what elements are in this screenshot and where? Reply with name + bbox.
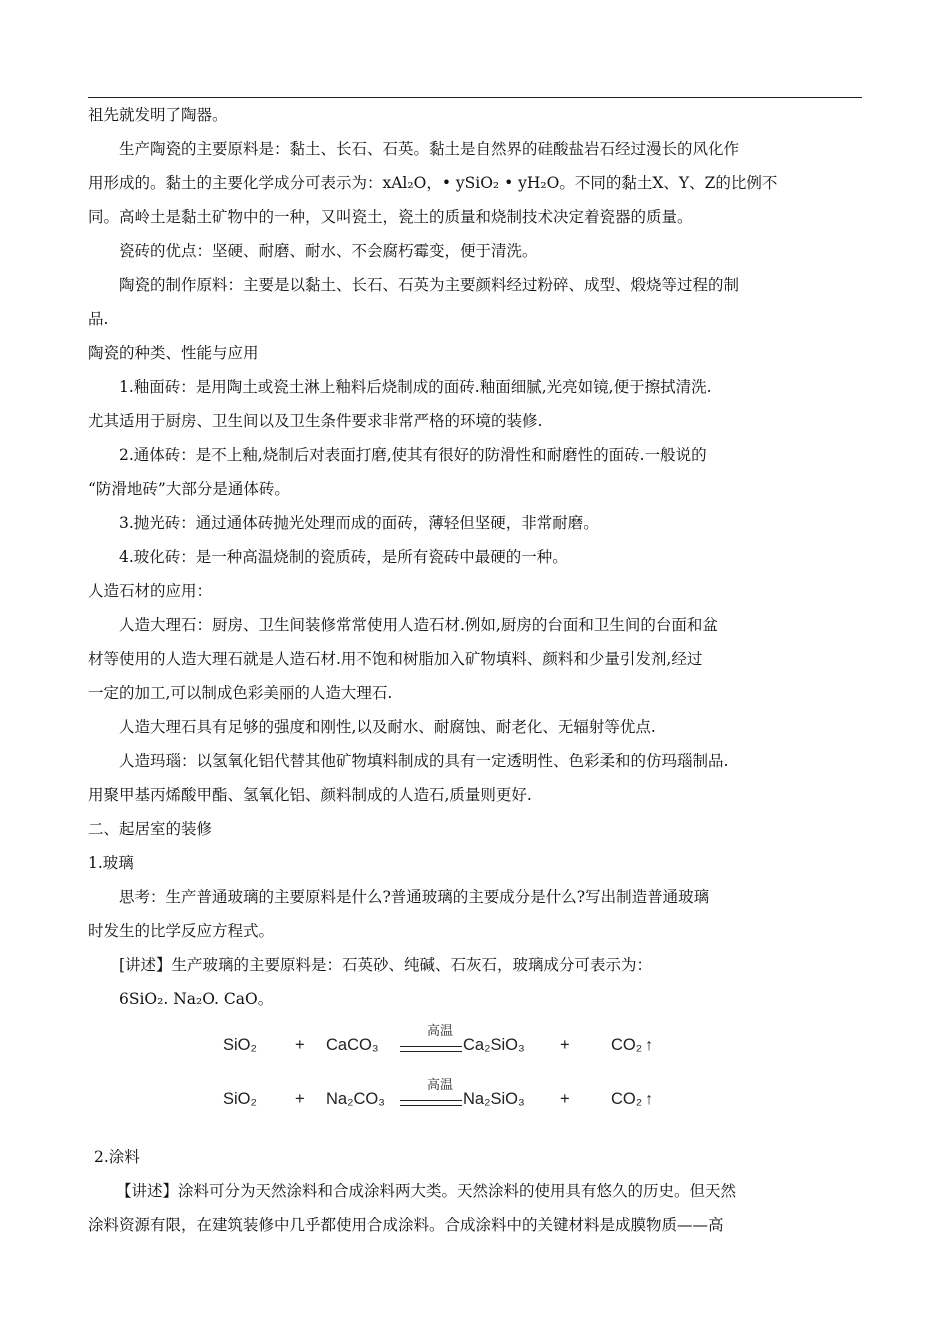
text-line: 【讲述】涂料可分为天然涂料和合成涂料两大类。天然涂料的使用具有悠久的历史。但天然	[116, 1182, 737, 1200]
text-line: 瓷砖的优点：坚硬、耐磨、耐水、不会腐朽霉变，便于清洗。	[119, 242, 538, 260]
document-body	[88, 98, 864, 1242]
gas-arrow-icon: ↑	[645, 1091, 654, 1108]
product: Ca₂SiO₃	[463, 1036, 525, 1054]
plus-sign: +	[295, 1036, 305, 1054]
subsection-heading: 2.涂料	[94, 1148, 140, 1166]
reaction-condition: 高温	[426, 1078, 453, 1093]
gas-arrow-icon: ↑	[645, 1037, 654, 1054]
product: CO₂ ↑	[611, 1036, 654, 1054]
text-line: 祖先就发明了陶器。	[88, 106, 228, 124]
text-line: 用聚甲基丙烯酸甲酯、氢氧化铝、颜料制成的人造石,质量则更好.	[88, 786, 532, 804]
subsection-heading: 1.玻璃	[88, 854, 134, 872]
equals-sign	[400, 1046, 462, 1052]
text-line: 尤其适用于厨房、卫生间以及卫生条件要求非常严格的环境的装修.	[88, 412, 543, 430]
text-line: 人造大理石具有足够的强度和刚性,以及耐水、耐腐蚀、耐老化、无辐射等优点.	[119, 718, 656, 736]
text-line: 人造大理石：厨房、卫生间装修常常使用人造石材.例如,厨房的台面和卫生间的台面和盆	[119, 616, 718, 634]
text-line: 同。高岭土是黏土矿物中的一种，又叫瓷土，瓷土的质量和烧制技术决定着瓷器的质量。	[88, 208, 693, 226]
reactant: SiO₂	[223, 1036, 257, 1054]
product: CO₂ ↑	[611, 1090, 654, 1108]
formula-line: 6SiO₂. Na₂O. CaO。	[119, 990, 274, 1008]
section-heading: 二、起居室的装修	[88, 820, 213, 838]
text-line: [讲述】生产玻璃的主要原料是：石英砂、纯碱、石灰石，玻璃成分可表示为：	[119, 956, 653, 974]
text-line: “防滑地砖”大部分是通体砖。	[88, 480, 290, 498]
text-line: 材等使用的人造大理石就是人造石材.用不饱和树脂加入矿物填料、颜料和少量引发剂,经过	[88, 650, 703, 668]
text-line: 一定的加工,可以制成色彩美丽的人造大理石.	[88, 684, 393, 702]
reaction-equation	[223, 1078, 673, 1118]
plus-sign: +	[560, 1036, 570, 1054]
section-heading: 人造石材的应用：	[88, 582, 213, 600]
plus-sign: +	[560, 1090, 570, 1108]
text-line: 4.玻化砖：是一种高温烧制的瓷质砖，是所有瓷砖中最硬的一种。	[119, 548, 568, 566]
reactant: SiO₂	[223, 1090, 257, 1108]
text-line: 涂料资源有限，在建筑装修中几乎都使用合成涂料。合成涂料中的关键材料是成膜物质——高	[88, 1216, 724, 1234]
text-line: 3.抛光砖：通过通体砖抛光处理而成的面砖，薄轻但坚硬，非常耐磨。	[119, 514, 599, 532]
reaction-equation	[223, 1024, 673, 1064]
text-line: 陶瓷的制作原料：主要是以黏土、长石、石英为主要颜料经过粉碎、成型、煅烧等过程的制	[119, 276, 740, 294]
product: Na₂SiO₃	[463, 1090, 525, 1108]
text-line: 2.通体砖：是不上釉,烧制后对表面打磨,使其有很好的防滑性和耐磨性的面砖.一般说的	[119, 446, 707, 464]
text-line: 生产陶瓷的主要原料是：黏土、长石、石英。黏土是自然界的硅酸盐岩石经过漫长的风化作	[119, 140, 740, 158]
reactant: CaCO₃	[326, 1036, 379, 1054]
text-line: 用形成的。黏土的主要化学成分可表示为：xAl₂O，• ySiO₂ • yH₂O。不同的黏土X、Y、Z的比例不	[88, 174, 778, 192]
text-line: 时发生的比学反应方程式。	[88, 922, 275, 940]
text-line: 1.釉面砖：是用陶土或瓷土淋上釉料后烧制成的面砖.釉面细腻,光亮如镜,便于擦拭清洗.	[119, 378, 712, 396]
reaction-equations	[88, 1016, 864, 1134]
text-line: 品.	[88, 310, 109, 328]
reactant: Na₂CO₃	[326, 1090, 385, 1108]
text-line: 思考：生产普通玻璃的主要原料是什么?普通玻璃的主要成分是什么?写出制造普通玻璃	[119, 888, 710, 906]
section-heading: 陶瓷的种类、性能与应用	[88, 344, 259, 362]
equals-sign	[400, 1100, 462, 1106]
text-line: 人造玛瑙：以氢氧化铝代替其他矿物填料制成的具有一定透明性、色彩柔和的仿玛瑙制品.	[119, 752, 729, 770]
plus-sign: +	[295, 1090, 305, 1108]
reaction-condition: 高温	[426, 1024, 453, 1039]
